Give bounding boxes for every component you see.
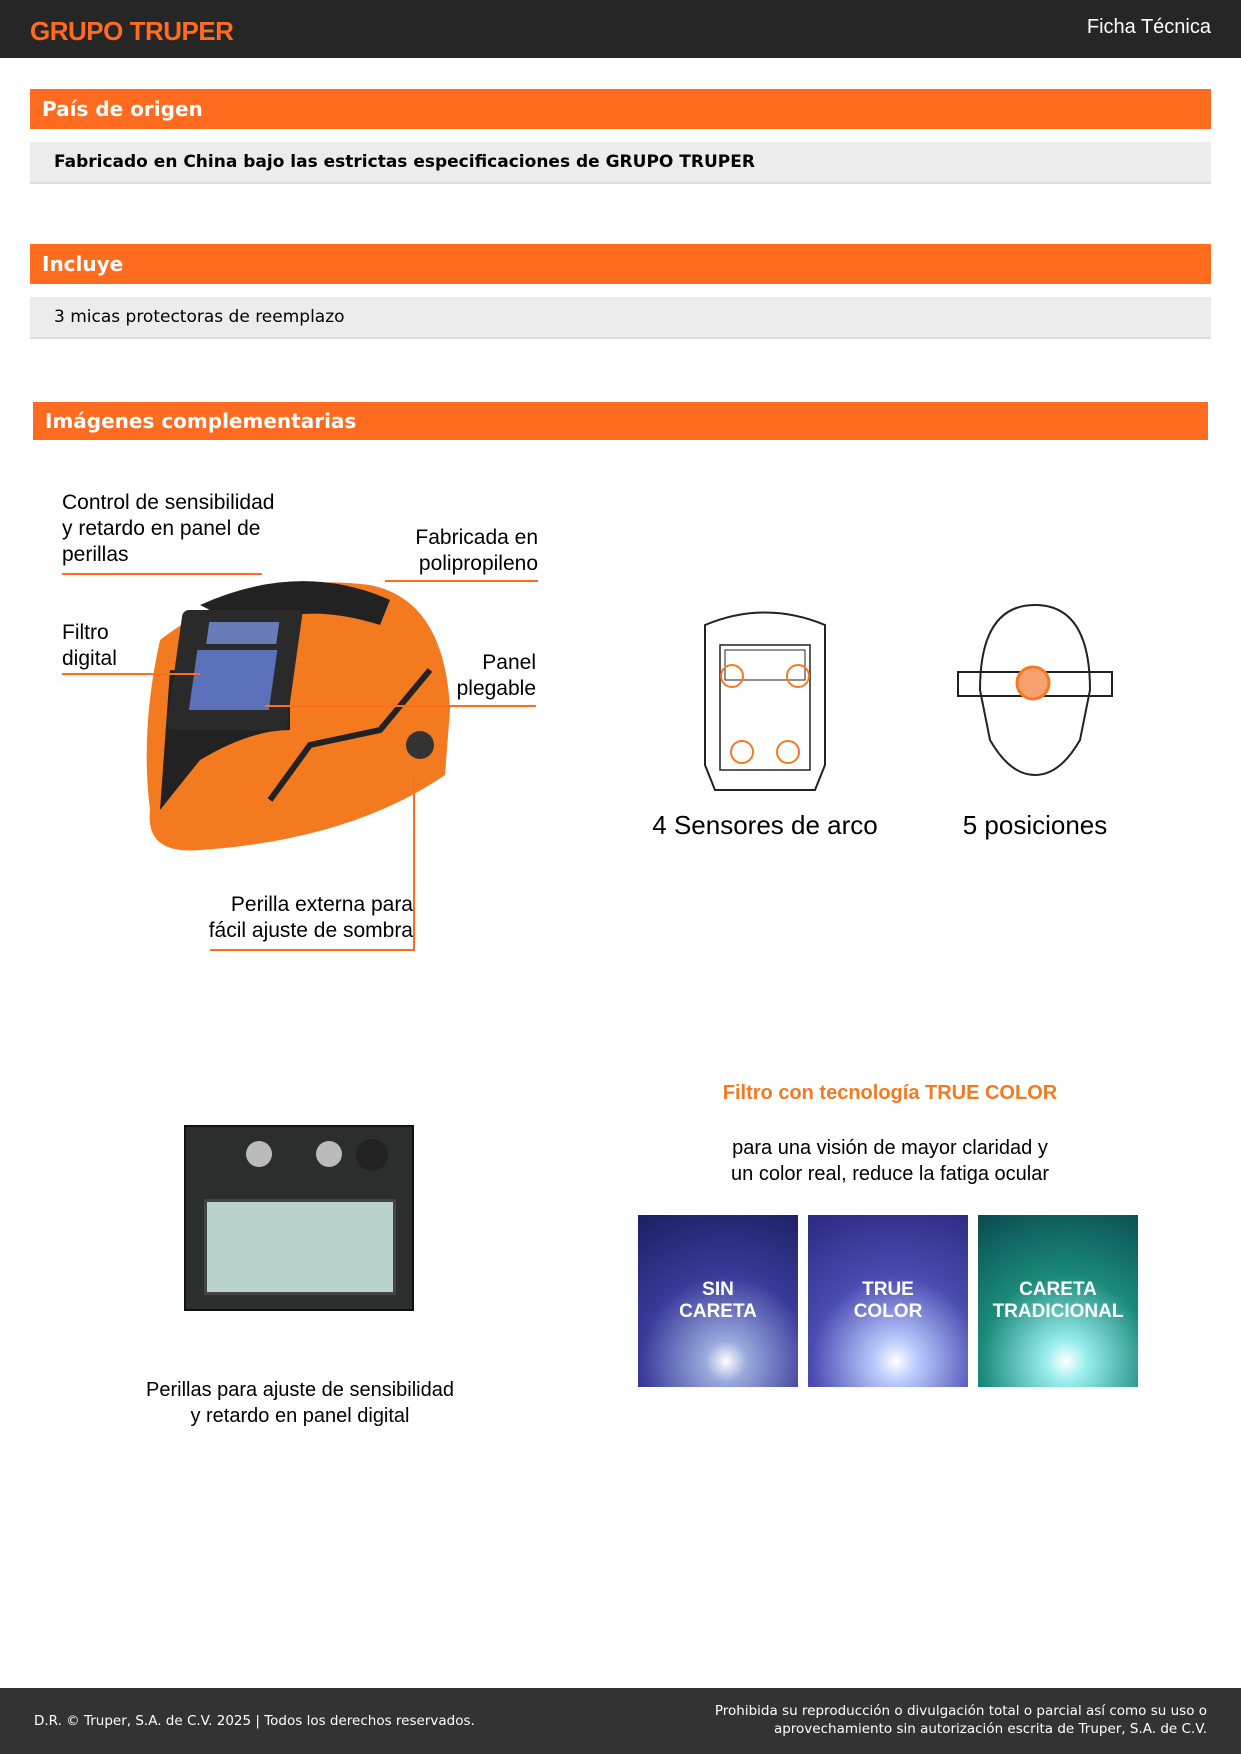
welding-helmet-image [50, 560, 470, 860]
positions-label: 5 posiciones [962, 810, 1108, 840]
true-color-subtitle: para una visión de mayor claridad y un color real, reduce la fatiga ocular [731, 1137, 1049, 1185]
logo: GRUPO TRUPER [30, 16, 234, 46]
footer-copyright: D.R. © Truper, S.A. de C.V. 2025 | Todos los derechos reservados. [34, 1713, 475, 1729]
careta-tradicional-image: CARETA TRADICIONAL [978, 1215, 1138, 1387]
footer-notice: Prohibida su reproducción o divulgación total o parcial así como su uso o aprovechamiento sin autorización escrita de Truper, S.A. de C.V. [714, 1703, 1207, 1737]
sensors-label: 4 Sensores de arco [652, 810, 878, 840]
section-title-includes: Incluye [30, 244, 1211, 284]
includes-text: 3 micas protectoras de reemplazo [30, 297, 1211, 339]
section-title-images: Imágenes complementarias [33, 402, 1208, 440]
positions-diagram [950, 600, 1120, 800]
section-title-origin: País de origen [30, 89, 1211, 129]
true-color-title: Filtro con tecnología TRUE COLOR [722, 1082, 1058, 1104]
footer [0, 1688, 1241, 1754]
doc-type: Ficha Técnica [1086, 16, 1211, 38]
true-color-image: TRUE COLOR [808, 1215, 968, 1387]
callout-knob: Perilla externa para fácil ajuste de sombra [208, 893, 413, 942]
callout-control: Control de sensibilidad y retardo en panel de perillas [62, 491, 275, 566]
callout-panel: Panel plegable [456, 651, 536, 700]
callout-filter: Filtro digital [62, 621, 117, 670]
origin-text: Fabricado en China bajo las estrictas especificaciones de GRUPO TRUPER [30, 142, 1211, 184]
filter-panel-image [184, 1125, 414, 1311]
filter-panel-caption: Perillas para ajuste de sensibilidad y retardo en panel digital [146, 1379, 454, 1427]
sin-careta-image: SIN CARETA [638, 1215, 798, 1387]
callout-material: Fabricada en polipropileno [415, 526, 538, 575]
sensors-diagram [690, 600, 840, 795]
